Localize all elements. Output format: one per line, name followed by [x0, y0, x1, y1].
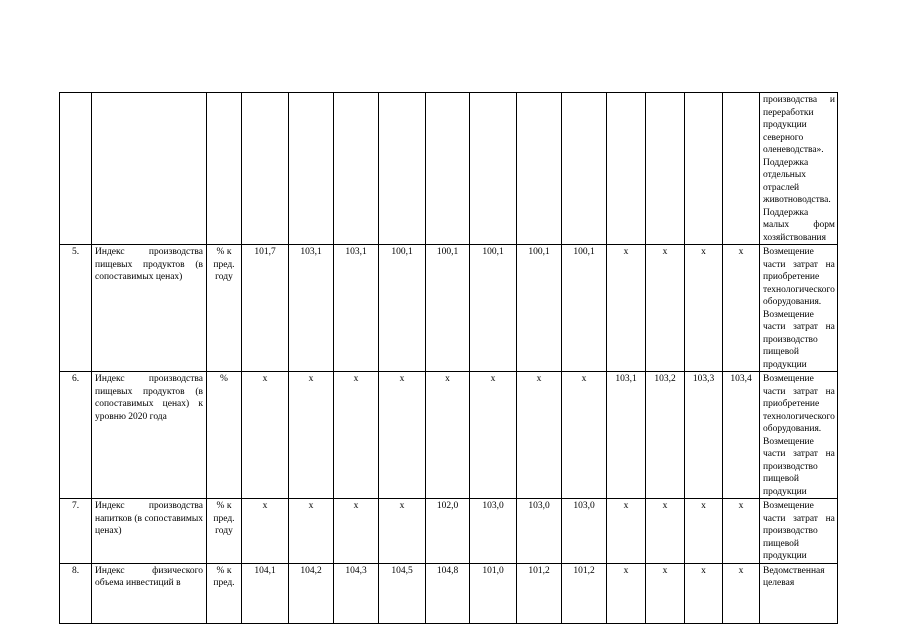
value-cell: 102,0: [426, 499, 470, 564]
value-cell: х: [646, 499, 685, 564]
value-cell: 103,0: [517, 499, 562, 564]
value-cell: 100,1: [470, 245, 517, 372]
value-cell: 100,1: [517, 245, 562, 372]
value-cell: х: [607, 245, 646, 372]
value-cell: 100,1: [379, 245, 426, 372]
value-cell: 100,1: [562, 245, 607, 372]
indicator-name: Индекс физического объема инвестиций в: [92, 563, 207, 623]
value-cell: х: [242, 372, 289, 499]
value-cell: х: [426, 372, 470, 499]
unit-of-measure: %: [207, 372, 242, 499]
value-cell: х: [646, 245, 685, 372]
value-cell: 103,3: [685, 372, 723, 499]
value-cell: 103,2: [646, 372, 685, 499]
value-cell: [470, 93, 517, 245]
value-cell: 100,1: [426, 245, 470, 372]
value-cell: х: [289, 499, 334, 564]
value-cell: [685, 93, 723, 245]
value-cell: 103,1: [289, 245, 334, 372]
value-cell: х: [470, 372, 517, 499]
value-cell: [426, 93, 470, 245]
indicator-name: Индекс производства пищевых продуктов (в сопоставимых ценах): [92, 245, 207, 372]
table-row: [60, 372, 838, 499]
value-cell: 101,2: [562, 563, 607, 623]
row-number: 8.: [60, 563, 92, 623]
unit-of-measure: [207, 93, 242, 245]
value-cell: 101,7: [242, 245, 289, 372]
indicator-name: [92, 93, 207, 245]
measures-note: Ведомственная целевая: [760, 563, 838, 623]
value-cell: [379, 93, 426, 245]
value-cell: [242, 93, 289, 245]
value-cell: 104,5: [379, 563, 426, 623]
indicator-name: Индекс производства пищевых продуктов (в сопоставимых ценах) к уровню 2020 года: [92, 372, 207, 499]
measures-note: Возмещение части затрат на приобретение технологического оборудования. Возмещение части затрат на производство пищевой продукции: [760, 245, 838, 372]
row-number: [60, 93, 92, 245]
value-cell: х: [685, 245, 723, 372]
value-cell: [517, 93, 562, 245]
measures-note: производства и переработки продукции северного оленеводства». Поддержка отдельных отраслей животноводства. Поддержка малых форм хозяйствования: [760, 93, 838, 245]
value-cell: 104,8: [426, 563, 470, 623]
value-cell: х: [646, 563, 685, 623]
table-row: [60, 93, 838, 245]
unit-of-measure: % к пред. году: [207, 245, 242, 372]
value-cell: [289, 93, 334, 245]
value-cell: х: [685, 563, 723, 623]
value-cell: [334, 93, 379, 245]
value-cell: х: [242, 499, 289, 564]
value-cell: х: [607, 499, 646, 564]
value-cell: 103,0: [562, 499, 607, 564]
value-cell: [607, 93, 646, 245]
indicator-name: Индекс производства напитков (в сопоставимых ценах): [92, 499, 207, 564]
row-number: 7.: [60, 499, 92, 564]
unit-of-measure: % к пред. году: [207, 499, 242, 564]
row-number: 6.: [60, 372, 92, 499]
table-row: [60, 499, 838, 564]
value-cell: [723, 93, 760, 245]
value-cell: 103,4: [723, 372, 760, 499]
value-cell: х: [723, 245, 760, 372]
value-cell: х: [607, 563, 646, 623]
table-row: [60, 563, 838, 623]
value-cell: х: [517, 372, 562, 499]
value-cell: х: [379, 499, 426, 564]
value-cell: х: [685, 499, 723, 564]
table-row: [60, 245, 838, 372]
value-cell: х: [379, 372, 426, 499]
measures-note: Возмещение части затрат на приобретение технологического оборудования. Возмещение части затрат на производство пищевой продукции: [760, 372, 838, 499]
value-cell: [562, 93, 607, 245]
indicators-table: [59, 92, 838, 624]
value-cell: 104,3: [334, 563, 379, 623]
row-number: 5.: [60, 245, 92, 372]
value-cell: [646, 93, 685, 245]
value-cell: х: [289, 372, 334, 499]
value-cell: 101,0: [470, 563, 517, 623]
value-cell: х: [334, 372, 379, 499]
value-cell: 104,2: [289, 563, 334, 623]
measures-note: Возмещение части затрат на производство пищевой продукции: [760, 499, 838, 564]
value-cell: 103,0: [470, 499, 517, 564]
value-cell: х: [723, 499, 760, 564]
value-cell: 103,1: [607, 372, 646, 499]
value-cell: 103,1: [334, 245, 379, 372]
value-cell: 104,1: [242, 563, 289, 623]
unit-of-measure: % к пред.: [207, 563, 242, 623]
value-cell: 101,2: [517, 563, 562, 623]
value-cell: х: [562, 372, 607, 499]
value-cell: х: [334, 499, 379, 564]
value-cell: х: [723, 563, 760, 623]
